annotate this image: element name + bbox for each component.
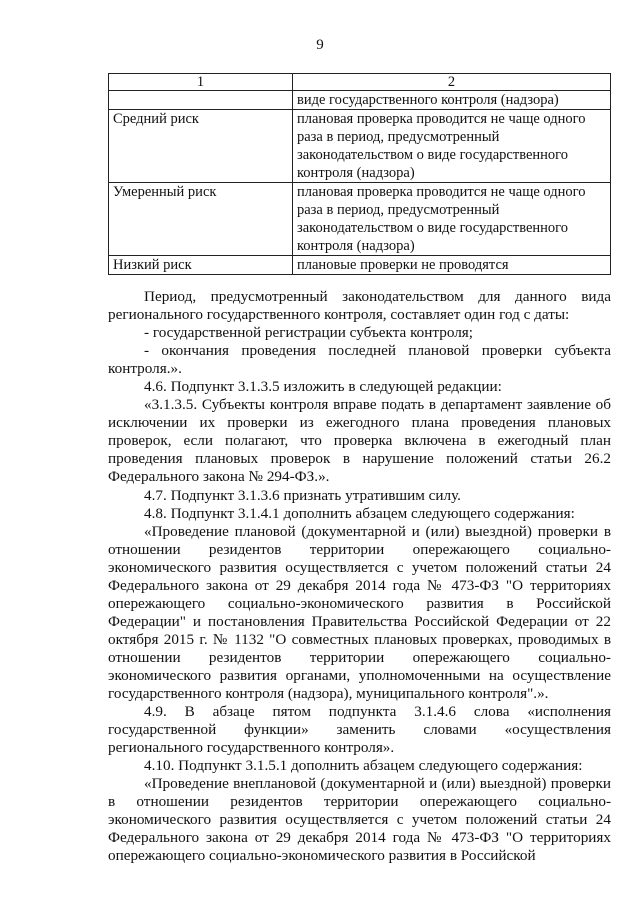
paragraph: - окончания проведения последней плановой проверки субъекта контроля.». (108, 342, 611, 378)
paragraph: 4.10. Подпункт 3.1.5.1 дополнить абзацем следующего содержания: (144, 757, 583, 775)
inspection-rule-cell: плановая проверка проводится не чаще одного раза в период, предусмотренный законодательством о виде государственного контроля (надзора) (293, 110, 611, 183)
paragraph: Период, предусмотренный законодательством для данного вида регионального государственного контроля, составляет один год с даты: (108, 288, 611, 324)
paragraph: - государственной регистрации субъекта контроля; (144, 324, 473, 342)
paragraph: «Проведение плановой (документарной и (или) выездной) проверки в отношении резидентов территории опережающего социально-экономического развития осуществляется с учетом положений статьи 24 Федерального закона от 29 декабря 2014 года № 473-ФЗ "О территориях опережающего социально-экономического развития в Российской Федерации" и постановления Правительства Российской Федерации от 22 октября 2015 г. № 1132 "О совместных плановых проверках, проводимых в отношении резидентов территории опережающего социально-экономического развития органами, уполномоченными на осуществление государственного контроля (надзора), муниципального контроля".». (108, 522, 611, 703)
table-row (109, 110, 611, 183)
page-number: 9 (316, 37, 324, 53)
paragraph: 4.9. В абзаце пятом подпункта 3.1.4.6 слова «исполнения государственной функции» заменить словами «осуществления регионального государственного контроля». (108, 703, 611, 757)
paragraph: 4.7. Подпункт 3.1.3.6 признать утратившим силу. (144, 486, 461, 504)
paragraph: «Проведение внеплановой (документарной и (или) выездной) проверки в отношении резидентов территории опережающего социально-экономического развития осуществляется с учетом положений статьи 24 Федерального закона от 29 декабря 2014 года № 473-ФЗ "О территориях опережающего социально-экономического развития в Российской (108, 775, 611, 865)
inspection-rule-cell: плановая проверка проводится не чаще одного раза в период, предусмотренный законодательством о виде государственного контроля (надзора) (293, 183, 611, 256)
table-header-row (109, 74, 611, 91)
risk-category-cell: Средний риск (109, 110, 293, 183)
risk-table (108, 73, 611, 275)
risk-category-cell: Умеренный риск (109, 183, 293, 256)
paragraph: «3.1.3.5. Субъекты контроля вправе подать в департамент заявление об исключении их проверки из ежегодного плана проведения плановых проверок, если полагают, что проверка включена в ежегодный план проведения плановых проверок в нарушение положений статьи 26.2 Федерального закона № 294-ФЗ.». (108, 396, 611, 486)
table-row (109, 183, 611, 256)
paragraph: 4.8. Подпункт 3.1.4.1 дополнить абзацем следующего содержания: (144, 504, 575, 522)
table-row (109, 256, 611, 275)
document-body (108, 288, 611, 866)
risk-category-cell (109, 91, 293, 110)
paragraph: 4.6. Подпункт 3.1.3.5 изложить в следующей редакции: (144, 378, 502, 396)
table-header-cell: 1 (109, 74, 293, 91)
inspection-rule-cell: плановые проверки не проводятся (293, 256, 611, 275)
table-row (109, 91, 611, 110)
risk-category-cell: Низкий риск (109, 256, 293, 275)
table-header-cell: 2 (293, 74, 611, 91)
inspection-rule-cell: виде государственного контроля (надзора) (293, 91, 611, 110)
